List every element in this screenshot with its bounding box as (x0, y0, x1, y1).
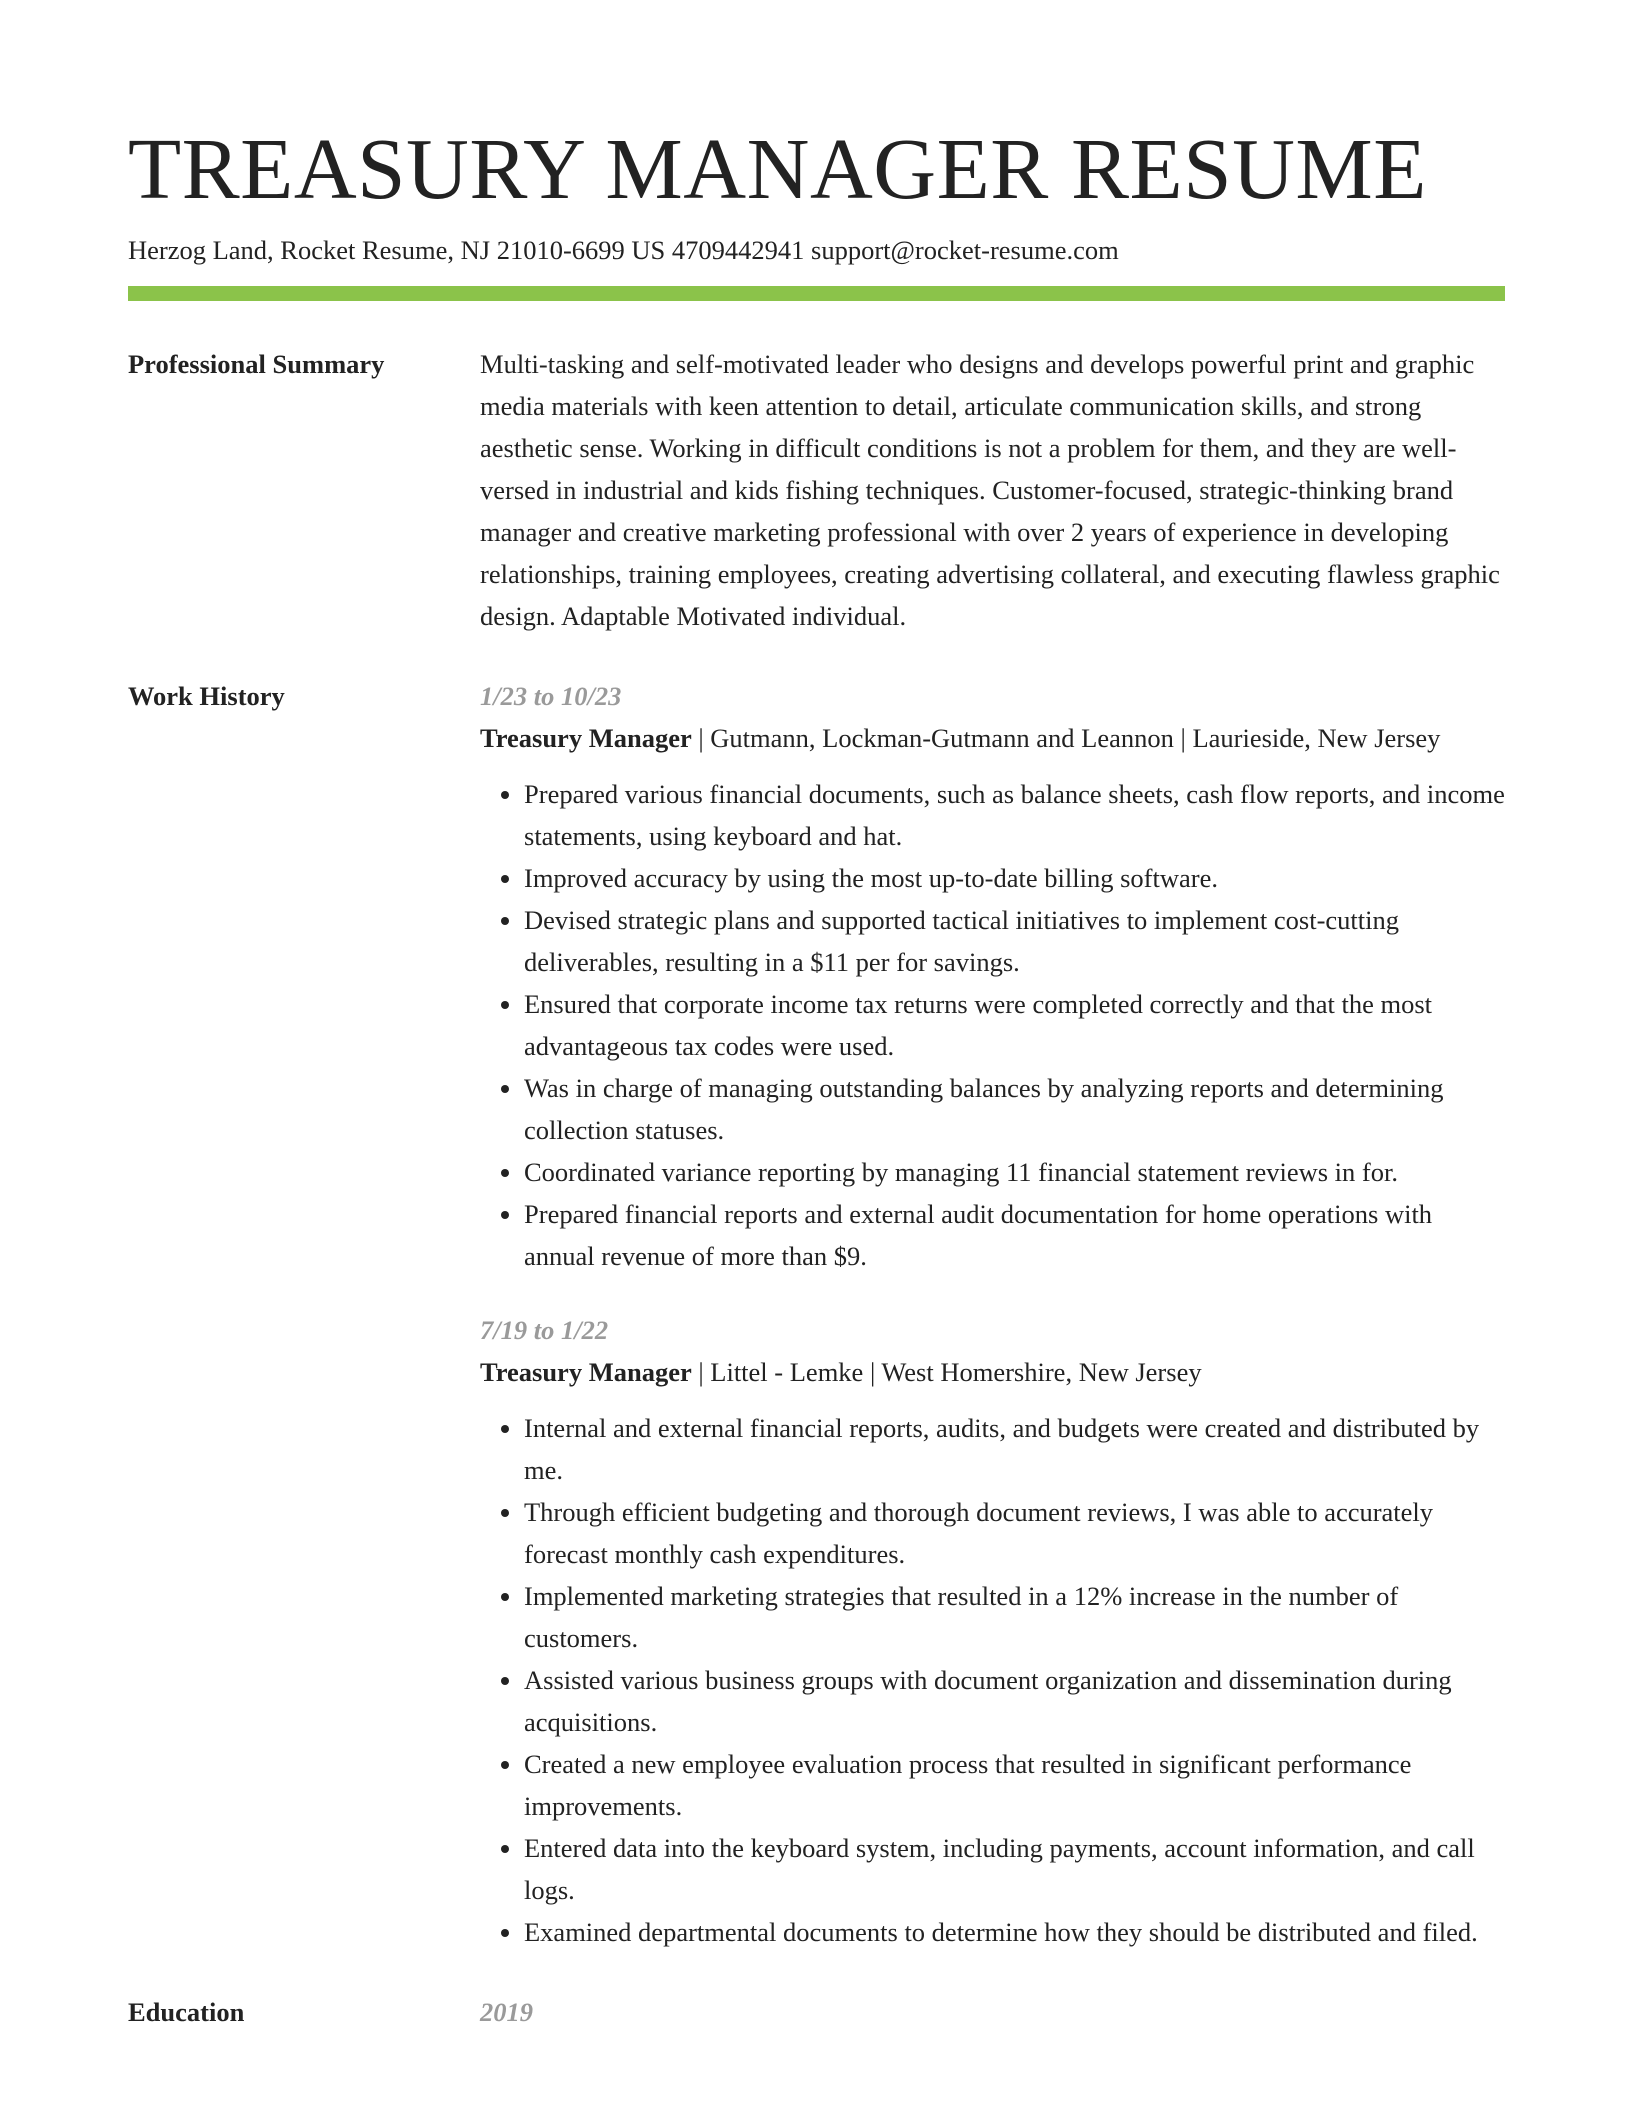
job-duty: • Assisted various business groups with document organization and dissemination during acquisitions. (524, 1659, 1505, 1743)
summary-body (480, 343, 1505, 637)
work-history-heading: Work History (128, 681, 285, 711)
resume-title: TREASURY MANAGER RESUME (128, 120, 1427, 217)
job-employer-location: | Gutmann, Lockman-Gutmann and Leannon | Laurieside, New Jersey (691, 723, 1441, 753)
job-duties-list (480, 773, 1505, 1277)
education-body (480, 1991, 1505, 2033)
job-duty: • Internal and external financial reports, audits, and budgets were created and distributed by me. (524, 1407, 1505, 1491)
job-duty: • Was in charge of managing outstanding balances by analyzing reports and determining collection statuses. (524, 1067, 1505, 1151)
job-dates: 1/23 to 10/23 (480, 681, 622, 711)
contact-line: Herzog Land, Rocket Resume, NJ 21010-6699 US 4709442941 support@rocket-resume.com (128, 235, 1119, 265)
job-employer-location: | Littel - Lemke | West Homershire, New Jersey (691, 1357, 1202, 1387)
summary-section (128, 343, 1505, 637)
job-dates: 7/19 to 1/22 (480, 1315, 609, 1345)
work-history-body (480, 675, 1505, 1953)
job-duty: • Examined departmental documents to determine how they should be distributed and filed. (524, 1911, 1505, 1953)
job-duty: • Entered data into the keyboard system, including payments, account information, and call logs. (524, 1827, 1505, 1911)
job-duty: • Prepared various financial documents, such as balance sheets, cash flow reports, and income statements, using keyboard and hat. (524, 773, 1505, 857)
education-section (128, 1991, 1505, 2033)
job-title: Treasury Manager (480, 1357, 692, 1387)
job-duty: • Implemented marketing strategies that resulted in a 12% increase in the number of customers. (524, 1575, 1505, 1659)
accent-divider (128, 286, 1505, 301)
work-history-section (128, 675, 1505, 1953)
job-duty: • Ensured that corporate income tax returns were completed correctly and that the most advantageous tax codes were used. (524, 983, 1505, 1067)
job-duty: • Through efficient budgeting and thorough document reviews, I was able to accurately forecast monthly cash expenditures. (524, 1491, 1505, 1575)
summary-heading: Professional Summary (128, 349, 385, 379)
summary-text: Multi-tasking and self-motivated leader who designs and develops powerful print and graphic media materials with keen attention to detail, articulate communication skills, and strong aesthetic sense. Working in difficult conditions is not a problem for them, and they are well-versed in industrial and kids fishing techniques. Customer-focused, strategic-thinking brand manager and creative marketing professional with over 2 years of experience in developing relationships, training employees, creating advertising collateral, and executing flawless graphic design. Adaptable Motivated individual. (480, 349, 1500, 631)
job-heading (480, 717, 1505, 759)
education-year: 2019 (480, 1997, 533, 2027)
job-heading (480, 1351, 1505, 1393)
job-duty: • Created a new employee evaluation process that resulted in significant performance improvements. (524, 1743, 1505, 1827)
job-duties-list (480, 1407, 1505, 1953)
job-entry (480, 675, 1505, 1277)
job-title: Treasury Manager (480, 723, 692, 753)
job-duty: • Coordinated variance reporting by managing 11 financial statement reviews in for. (524, 1151, 1505, 1193)
education-heading: Education (128, 1997, 245, 2027)
job-entry (480, 1309, 1505, 1953)
job-duty: • Prepared financial reports and external audit documentation for home operations with annual revenue of more than $9. (524, 1193, 1505, 1277)
job-duty: • Devised strategic plans and supported tactical initiatives to implement cost-cutting deliverables, resulting in a $11 per for savings. (524, 899, 1505, 983)
job-duty: • Improved accuracy by using the most up-to-date billing software. (524, 857, 1505, 899)
